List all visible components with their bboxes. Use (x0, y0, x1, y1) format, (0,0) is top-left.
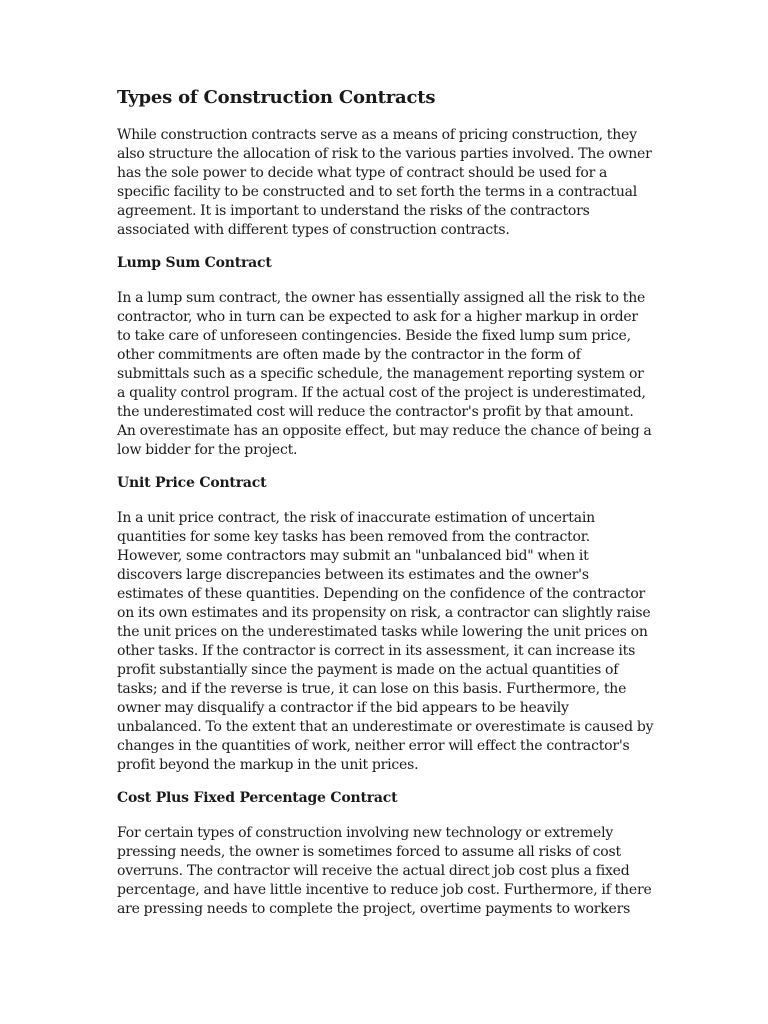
intro-paragraph: While construction contracts serve as a means of pricing construction, they also structure the allocation of risk to the various parties involved. The owner has the sole power to decide what type of contract should be used for a specific facility to be constructed and to set forth the terms in a contractual agreement. It is important to understand the risks of the contractors associated with different types of construction contracts. (117, 127, 652, 238)
document-page (117, 86, 655, 933)
section-heading-lump-sum: Lump Sum Contract (117, 255, 272, 271)
section-body-cost-plus: For certain types of construction involving new technology or extremely pressing needs, the owner is sometimes forced to assume all risks of cost overruns. The contractor will receive the actual direct job cost plus a fixed percentage, and have little incentive to reduce job cost. Furthermore, if there are pressing needs to complete the project, overtime payments to workers (117, 825, 652, 917)
section-body-lump-sum: In a lump sum contract, the owner has essentially assigned all the risk to the contractor, who in turn can be expected to ask for a higher markup in order to take care of unforeseen contingencies. Beside the fixed lump sum price, other commitments are often made by the contractor in the form of submittals such as a specific schedule, the management reporting system or a quality control program. If the actual cost of the project is underestimated, the underestimated cost will reduce the contractor's profit by that amount. An overestimate has an opposite effect, but may reduce the chance of being a low bidder for the project. (117, 290, 652, 458)
section-heading-unit-price: Unit Price Contract (117, 475, 267, 491)
section-heading-cost-plus: Cost Plus Fixed Percentage Contract (117, 790, 398, 806)
page-title: Types of Construction Contracts (117, 87, 436, 108)
section-body-unit-price: In a unit price contract, the risk of inaccurate estimation of uncertain quantities for some key tasks has been removed from the contractor. However, some contractors may submit an "unbalanced bid" when it discovers large discrepancies between its estimates and the owner's estimates of these quantities. Depending on the confidence of the contractor on its own estimates and its propensity on risk, a contractor can slightly raise the unit prices on the underestimated tasks while lowering the unit prices on other tasks. If the contractor is correct in its assessment, it can increase its profit substantially since the payment is made on the actual quantities of tasks; and if the reverse is true, it can lose on this basis. Furthermore, the owner may disqualify a contractor if the bid appears to be heavily unbalanced. To the extent that an underestimate or overestimate is caused by changes in the quantities of work, neither error will effect the contractor's profit beyond the markup in the unit prices. (117, 510, 654, 773)
